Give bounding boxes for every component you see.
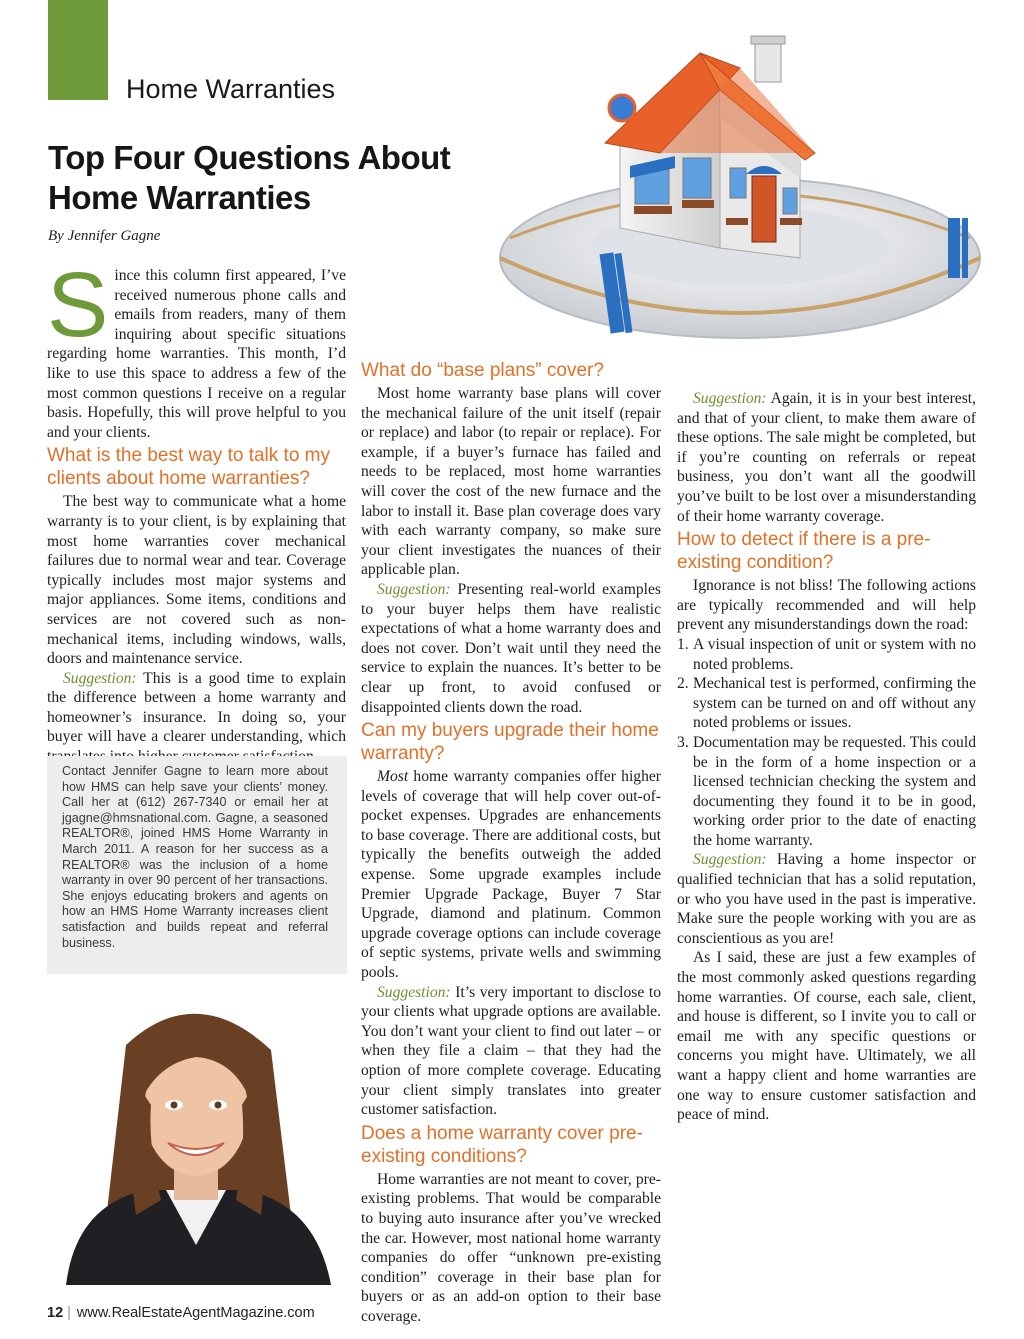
q1-suggestion-text: This is a good time to explain the difference between a home warranty and homeowner’s insurance. In doing so, your buyer will have a clearer understanding, which xyxy=(47,669,346,746)
list-item: 2. Mechanical test is performed, confirming the system can be turned on and off without any noted problems or issues. xyxy=(677,675,976,732)
list-item: 1. A visual inspection of unit or system with no noted problems. xyxy=(677,635,976,673)
article-column-1 xyxy=(47,254,346,767)
subhead-base-plans: What do “base plans” cover? xyxy=(361,360,604,381)
q3-suggestion-paragraph xyxy=(361,983,661,1120)
article-headline: Top Four Questions About Home Warranties xyxy=(48,139,451,216)
q2-body: Most home warranty base plans will cover the mechanical failure of the unit itself (repair or replace) and labor (to repair or replace). For example, if a buyer’s furnace has failed and needs to be replaced, most home warranties will cover the cost of the new furnace and the labor to install it. Base plan coverage does vary with each warranty company, so make sure your client investigates the nuances of their applicable plan. xyxy=(361,385,661,579)
subhead-upgrade: Can my buyers upgrade their home warranty? xyxy=(361,720,659,765)
suggestion-label: Suggestion: xyxy=(377,580,451,598)
q4-suggestion-paragraph xyxy=(677,389,976,526)
section-label: Home Warranties xyxy=(126,74,336,104)
page-number: 12 xyxy=(47,1305,64,1321)
q5-body: Ignorance is not bliss! The following actions are typically recommended and will help prevent any misunderstandings down the road: xyxy=(677,577,976,634)
suggestion-label: Suggestion: xyxy=(693,390,767,407)
drop-cap: S xyxy=(47,254,109,356)
q3-suggestion-text: It’s very important to disclose to your clients what upgrade options are available. You don’t want your client to find out later – or when they file a claim – that they had the option of more complete coverage. Educating your client simply translates into greater customer satisfaction. xyxy=(361,983,661,1119)
subhead-pre-existing: Does a home warranty cover pre-existing conditions? xyxy=(361,1122,643,1167)
author-portrait xyxy=(56,985,337,1285)
q1-suggestion-paragraph xyxy=(47,669,346,767)
q4-body: Home warranties are not meant to cover, pre-existing problems. That would be comparable to buying auto insurance after you’ve wrecked the car. However, most national home warranty companies do offer “unknown pre-existing condition” coverage in their base plan for buyers or as an add-on option to their base coverage. xyxy=(361,1170,661,1325)
q3-emphasis: Most xyxy=(377,768,409,786)
contact-sidebar-text: Contact Jennifer Gagne to learn more about how HMS can help save your clients’ money. Call her at (612) 267-7340 or email her at jgagne@hmsnational.com. Gagne, a seasoned REALTOR®, joined HMS Home Warranty in March 2011. A reason for her success as a REALTOR® was the inclusion of a home warranty in over 90 percent of her transactions. She enjoys educating brokers and agents on how an HMS Home Warranty increases client satisfaction and builds repeat and referral business. xyxy=(62,764,328,950)
article-column-2 xyxy=(361,357,661,1327)
q2-suggestion-paragraph xyxy=(361,580,661,717)
subhead-best-way: What is the best way to talk to my clients about home warranties? xyxy=(47,445,330,490)
suggestion-label: Suggestion: xyxy=(377,983,451,1001)
page-footer xyxy=(47,1305,315,1321)
byline: By Jennifer Gagne xyxy=(48,228,161,244)
house-lifebuoy-illustration xyxy=(470,28,1010,353)
suggestion-label: Suggestion: xyxy=(693,851,767,869)
subhead-detect-condition: How to detect if there is a pre-existing condition? xyxy=(677,529,931,574)
q5-suggestion-text: Having a home inspector or qualified technician that has a solid reputation, or who you have used in the past is imperative. Make sure the people working with you are as conscientious as you are! xyxy=(677,851,976,947)
footer-website: www.RealEstateAgentMagazine.com xyxy=(76,1305,315,1321)
q2-suggestion-text: Presenting real-world examples to your buyer helps them have realistic expectations of what a home warranty does and does not cover. Don’t wait until they need the service to explain the nuances. It’s better to be clear up front, to avoid confused or disappointed clients down the road. xyxy=(361,580,661,716)
q3-body-text: home warranty companies offer higher levels of coverage that will help cover out-of-pocket expenses. Upgrades are enhancements to base coverage. There are additional costs, but typically the benefits outweigh the added expense. Some upgrade examples include Premier Upgrade Package, Buyer 7 Star Upgrade, diamond and platinum. Common upgrade coverage options can include coverage of septic systems, private wells and swimming pools. xyxy=(361,768,661,982)
footer-separator: | xyxy=(67,1305,71,1321)
detection-steps-list xyxy=(677,635,976,851)
list-item: 3. Documentation may be requested. This could be in the form of a home inspection or a licensed technician checking the system and documenting they found it to be in good, working order prior to the date of enacting the home warranty. xyxy=(677,733,976,849)
q4-suggestion-text: Again, it is in your best interest, and that of your client, to make them aware of these options. The sale might be completed, but if you’re counting on referrals or repeat business, you don’t want all the goodwill you’ve built to be lost over a misunderstanding of their home warranty coverage. xyxy=(677,390,976,525)
closing-paragraph: As I said, these are just a few examples of the most commonly asked questions regarding home warranties. Of course, each sale, client, and house is different, so I invite you to call or email me with any specific questions or concerns you might have. Ultimately, we all want a happy client and home warranties are one way to ensure customer satisfaction and peace of mind. xyxy=(677,949,976,1124)
q1-body: The best way to communicate what a home warranty is to your client, is by explaining that most home warranties cover mechanical failures due to normal wear and tear. Coverage typically includes most major systems and major appliances. Some items, conditions and services are not covered such as non-mechanical items, including windows, walls, doors and maintenance service. xyxy=(47,493,346,668)
intro-paragraph: ince this column first appeared, I’ve received numerous phone calls and emails from readers, many of them inquiring about specific situations regarding home warranties. This month, I’d like to use this space to address a few of the most common questions I receive on a regular basis. Hopefully, this will prove helpful to you and your clients. xyxy=(47,267,346,441)
article-column-3 xyxy=(677,389,976,1125)
q5-suggestion-paragraph xyxy=(677,850,976,948)
suggestion-label: Suggestion: xyxy=(63,669,137,687)
q3-body xyxy=(361,767,661,983)
section-color-tab xyxy=(48,0,108,100)
